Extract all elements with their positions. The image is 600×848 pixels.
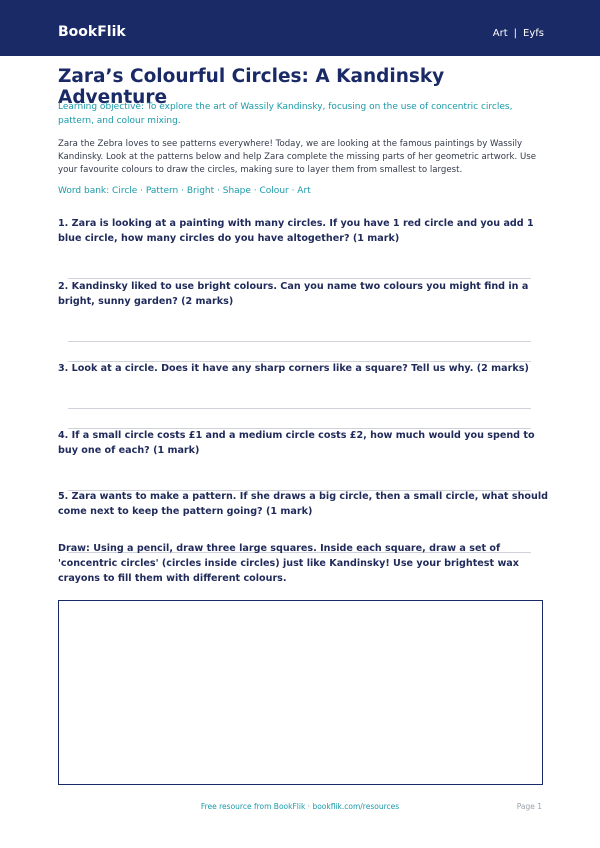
question-3: 3. Look at a circle. Does it have any sharp corners like a square? Tell us why. (2 marks)	[58, 363, 529, 374]
breadcrumb	[493, 28, 544, 39]
answer-line[interactable]	[68, 341, 531, 342]
breadcrumb-separator: |	[513, 28, 518, 39]
question-4: 4. If a small circle costs £1 and a medium circle costs £2, how much would you spend to buy one of each? (1 mark)	[58, 430, 535, 456]
draw-task: Draw: Using a pencil, draw three large squares. Inside each square, draw a set of 'concentric circles' (circles inside circles) just like Kandinsky! Use your brightest wax crayons to fill them with different colours.	[58, 543, 519, 584]
breadcrumb-subject[interactable]: Art	[492, 28, 508, 39]
breadcrumb-level[interactable]: Eyfs	[523, 28, 544, 39]
word-bank: Word bank: Circle · Pattern · Bright · Shape · Colour · Art	[58, 186, 311, 196]
header-bar	[0, 0, 600, 56]
footer-credit[interactable]: Free resource from BookFlik · bookflik.com/resources	[200, 802, 400, 811]
drawing-area[interactable]	[58, 600, 543, 785]
question-5: 5. Zara wants to make a pattern. If she draws a big circle, then a small circle, what should come next to keep the pattern going? (1 mark)	[58, 491, 548, 517]
page-title: Zara’s Colourful Circles: A Kandinsky Adventure	[58, 66, 445, 108]
intro-paragraph: Zara the Zebra loves to see patterns everywhere! Today, we are looking at the famous paintings by Wassily Kandinsky. Look at the patterns below and help Zara complete the missing parts of her geometric artwork. Use your favourite colours to draw the circles, making sure to layer them from smallest to largest.	[58, 139, 537, 175]
brand-logo[interactable]: BookFlik	[58, 24, 126, 40]
answer-line[interactable]	[68, 408, 531, 409]
question-2: 2. Kandinsky liked to use bright colours. Can you name two colours you might find in a bright, sunny garden? (2 marks)	[58, 281, 529, 307]
page-number: Page 1	[516, 802, 542, 811]
learning-objective: Learning objective: To explore the art of Wassily Kandinsky, focusing on the use of concentric circles, pattern, and colour mixing.	[58, 102, 513, 126]
question-1: 1. Zara is looking at a painting with many circles. If you have 1 red circle and you add 1 blue circle, how many circles do you have altogether? (1 mark)	[58, 218, 534, 244]
